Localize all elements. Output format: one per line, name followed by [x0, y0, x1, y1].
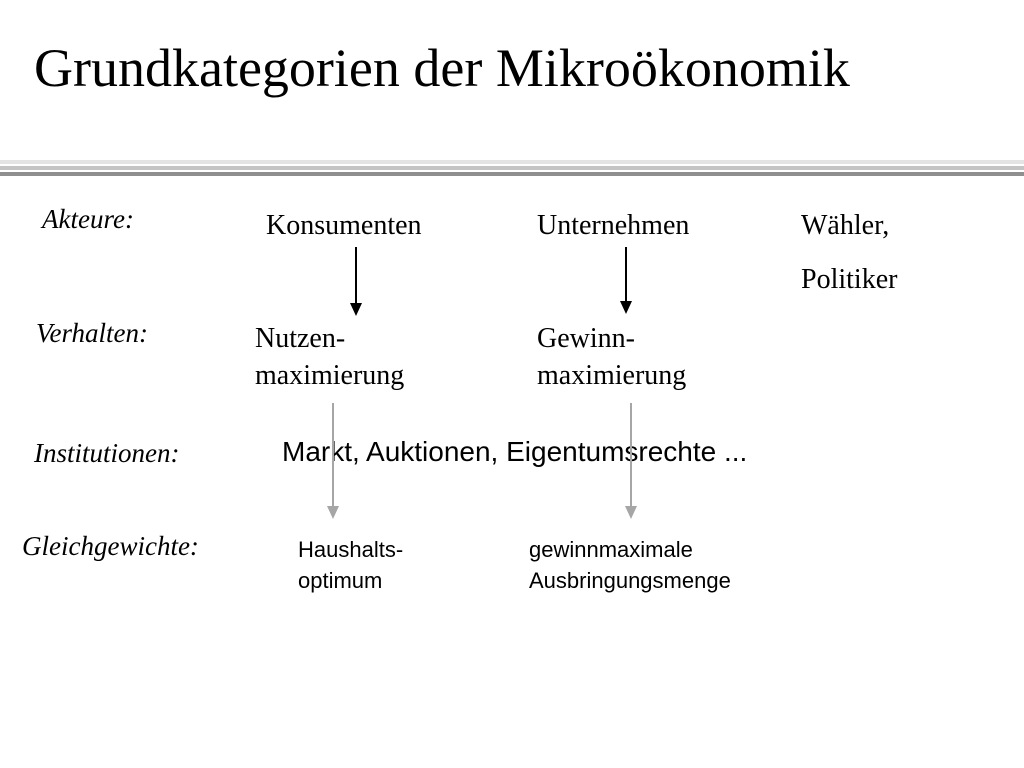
arrow-unternehmen-to-gewinn [620, 247, 632, 314]
equilibrium-gewinnmax-line1: gewinnmaximale [529, 537, 693, 562]
behavior-nutzen-line1: Nutzen- [255, 323, 346, 354]
behavior-nutzen-line2: maximierung [255, 360, 405, 391]
equilibrium-haushalt-line1: Haushalts- [298, 537, 404, 562]
row-label-verhalten: Verhalten: [36, 318, 148, 348]
row-label-akteure: Akteure: [42, 204, 134, 234]
arrow-konsumenten-to-nutzen [350, 247, 362, 316]
arrow-nutzen-to-haushaltsoptimum [327, 403, 339, 519]
equilibrium-gewinnmax-line2: Ausbringungsmenge [529, 568, 731, 593]
actor-politiker: Politiker [801, 264, 898, 295]
arrow-gewinn-to-ausbringungsmenge [625, 403, 637, 519]
row-label-gleichgewichte: Gleichgewichte: [22, 531, 199, 561]
actor-unternehmen: Unternehmen [537, 210, 690, 241]
row-label-institutionen: Institutionen: [34, 438, 180, 468]
equilibrium-haushalt-line2: optimum [298, 568, 383, 593]
actor-konsumenten: Konsumenten [266, 210, 422, 241]
behavior-gewinn-line2: maximierung [537, 360, 687, 391]
institutions-text: Markt, Auktionen, Eigentumsrechte ... [282, 436, 748, 467]
behavior-gewinn-line1: Gewinn- [537, 323, 635, 354]
slide-title: Grundkategorien der Mikroökonomik [34, 38, 850, 98]
actor-waehler: Wähler, [801, 210, 890, 241]
